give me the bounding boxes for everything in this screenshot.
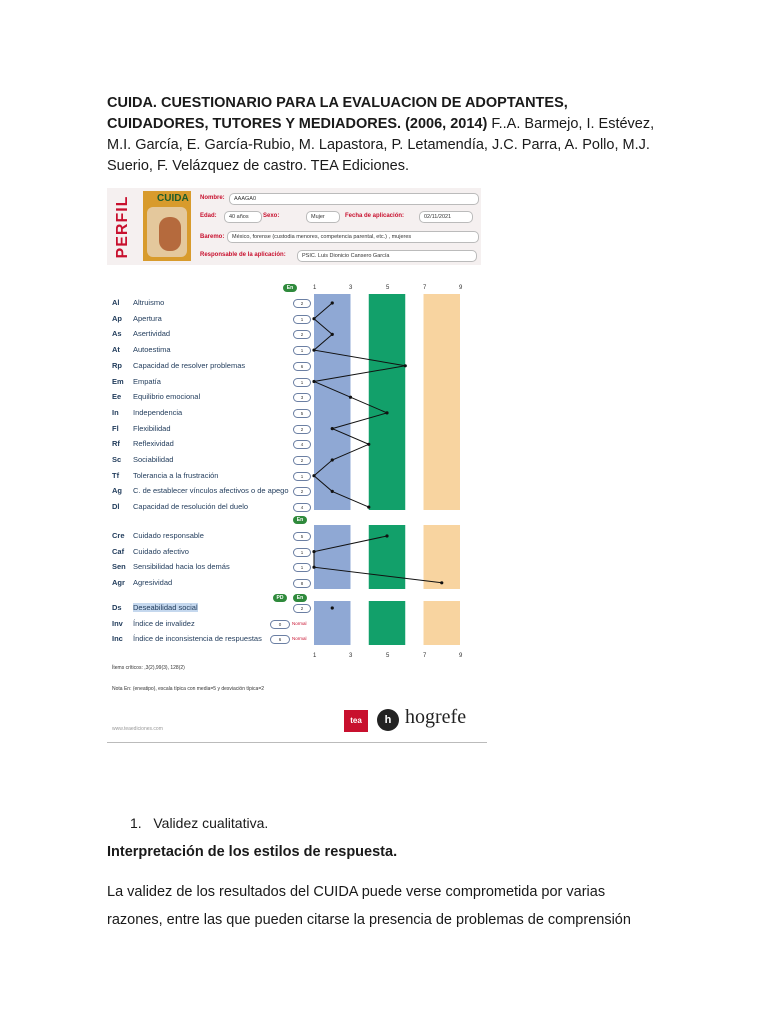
primary-label-13: Capacidad de resolución del duelo [133,502,249,512]
primary-abbr-7: In [112,407,119,417]
primary-point-2 [331,333,334,336]
critical-items-note: Ítems críticos: ,3(2),99(3), 128(2) [112,665,185,671]
en-badge-secondary: En [293,516,307,524]
primary-score-8: 2 [293,425,311,434]
control-abbr-2: Inc [112,634,123,644]
field-label-sexo: Sexo: [263,213,280,219]
primary-abbr-2: As [112,329,122,339]
control-point-0 [331,606,334,609]
primary-score-2: 2 [293,330,311,339]
control-status-2: Normal [292,636,307,642]
primary-point-9 [367,443,370,446]
primary-label-9: Reflexividad [133,439,174,449]
secondary-point-2 [312,566,315,569]
field-label-nombre: Nombre: [200,195,225,201]
secondary-label-0: Cuidado responsable [133,531,204,540]
primary-score-12: 2 [293,487,311,496]
tick-bottom-7: 7 [423,653,427,659]
tick-top-7: 7 [423,285,427,291]
secondary-score-1: 1 [293,548,311,557]
primary-score-13: 4 [293,503,311,512]
body-paragraph: La validez de los resultados del CUIDA puede verse comprometida por varias razones, entre las que pueden citarse la presencia de problemas de comprensión [107,884,631,928]
band-0-2 [424,294,461,510]
primary-abbr-3: At [112,345,120,355]
primary-score-9: 4 [293,440,311,449]
field-value-baremo: México, forense (custodia menores, competencia parental, etc.) , mujeres [227,231,479,243]
primary-point-10 [331,458,334,461]
primary-label-10: Sociabilidad [133,455,174,464]
primary-point-0 [331,301,334,304]
secondary-point-3 [440,581,443,584]
control-pd-1: 0 [270,620,290,629]
secondary-score-0: 5 [293,532,311,541]
field-label-fecha: Fecha de aplicación: [345,213,405,219]
primary-label-11: Tolerancia a la frustración [133,470,219,480]
primary-label-12: C. de establecer vínculos afectivos o de apego [133,486,289,496]
band-2-2 [424,601,461,645]
tick-top-9: 9 [459,285,463,291]
primary-label-5: Empatía [133,376,161,386]
primary-abbr-13: Dl [112,502,120,512]
list-item-number: 1. [130,815,142,831]
cover-title: CUIDA [157,193,189,204]
secondary-point-0 [385,534,388,537]
primary-point-8 [331,427,334,430]
control-score-0: 2 [293,604,311,613]
secondary-label-2: Sensibilidad hacia los demás [133,562,230,572]
en-badge-control: En [293,594,307,602]
primary-abbr-12: Ag [112,486,122,496]
profile-figure [107,188,481,744]
band-2-1 [369,601,406,645]
primary-point-7 [385,411,388,414]
reference-title: CUIDA. CUESTIONARIO PARA LA EVALUACION DE ADOPTANTES, CUIDADORES, TUTORES Y MEDIADORES. (2006, 2014) [107,95,568,132]
perfil-label: PERFIL [114,195,131,259]
profile-header [107,188,481,265]
primary-label-8: Flexibilidad [133,423,171,433]
primary-abbr-0: Al [112,298,120,307]
cuida-cover-image [143,191,191,261]
secondary-abbr-0: Cre [112,531,125,540]
en-badge: En [283,284,297,292]
primary-abbr-10: Sc [112,455,122,464]
primary-label-0: Altruismo [133,298,165,307]
reference-heading [107,93,667,177]
primary-point-3 [312,349,315,352]
secondary-abbr-3: Agr [112,577,125,587]
primary-score-0: 2 [293,299,311,308]
figure-bottom-rule [107,742,487,743]
primary-point-5 [312,380,315,383]
field-value-nombre: AAAGA0 [229,193,479,205]
band-1-2 [424,525,461,589]
tick-bottom-5: 5 [386,653,390,659]
list-item [130,815,268,831]
primary-point-12 [331,490,334,493]
hogrefe-h-icon: h [377,709,399,731]
secondary-label-1: Cuidado afectivo [133,546,189,556]
primary-score-3: 1 [293,346,311,355]
primary-abbr-5: Em [112,376,124,386]
control-label-2: Índice de inconsistencia de respuestas [133,634,262,644]
tick-top-5: 5 [386,285,390,291]
control-abbr-0: Ds [112,603,122,612]
field-label-baremo: Baremo: [200,234,225,240]
reference-authors: F..A. Barmejo, I. Estévez, M.I. García, E. García-Rubio, M. Lapastora, P. Letamendía, J.C. Parra, A. Pollo, M.J. Suerio, F. Velázquez de castro. TEA Ediciones. [107,116,655,174]
subheading: Interpretación de los estilos de respuesta. [107,844,398,860]
hogrefe-logo: hogrefe [405,706,467,728]
primary-point-13 [367,506,370,509]
field-value-edad: 40 años [224,211,262,223]
primary-abbr-1: Ap [112,313,122,323]
primary-label-7: Independencia [133,407,183,417]
secondary-point-1 [312,550,315,553]
secondary-abbr-1: Caf [112,546,125,556]
tea-logo: tea [344,710,368,732]
en-note: Nota En: (eneatipo), escala típica con media=5 y desviación típica=2 [112,686,265,692]
primary-label-1: Apertura [133,313,162,323]
primary-label-3: Autoestima [133,345,171,355]
primary-label-2: Asertividad [133,329,171,339]
pd-badge: PD [273,594,287,602]
band-0-0 [314,294,351,510]
list-item-text: Validez cualitativa. [153,815,269,831]
field-value-sexo: Mujer [306,211,340,223]
control-pd-2: 6 [270,635,290,644]
primary-score-4: 6 [293,362,311,371]
control-label-1: Índice de invalidez [133,618,195,628]
secondary-label-3: Agresividad [133,577,173,587]
control-status-1: Normal [292,620,307,626]
primary-score-1: 1 [293,315,311,324]
secondary-score-3: 8 [293,579,311,588]
tick-bottom-3: 3 [349,653,353,659]
control-label-0: Deseabilidad social [133,603,198,612]
primary-point-4 [404,364,407,367]
primary-point-1 [312,317,315,320]
website-text: www.teaediciones.com [112,726,163,732]
primary-abbr-11: Tf [112,470,120,480]
primary-abbr-4: Rp [112,360,122,370]
field-label-responsable: Responsable de la aplicación: [200,252,286,258]
tick-bottom-1: 1 [313,653,317,659]
band-0-1 [369,294,406,510]
primary-score-10: 2 [293,456,311,465]
control-abbr-1: Inv [112,618,123,628]
band-1-0 [314,525,351,589]
primary-score-5: 1 [293,378,311,387]
primary-score-7: 5 [293,409,311,418]
primary-score-11: 1 [293,472,311,481]
tick-top-3: 3 [349,285,353,291]
secondary-abbr-2: Sen [112,562,126,572]
tick-bottom-9: 9 [459,653,463,659]
primary-abbr-6: Ee [112,392,122,402]
primary-abbr-9: Rf [112,439,120,449]
field-label-edad: Edad: [200,213,217,219]
tick-top-1: 1 [313,285,317,291]
field-value-responsable: PSIC. Luis Dionicio Cansero García [297,250,477,262]
field-value-fecha: 02/11/2021 [419,211,473,223]
primary-point-6 [349,396,352,399]
primary-abbr-8: Fl [112,423,119,433]
primary-score-6: 3 [293,393,311,402]
primary-label-6: Equilibrio emocional [133,392,201,402]
secondary-score-2: 1 [293,563,311,572]
primary-point-11 [312,474,315,477]
primary-label-4: Capacidad de resolver problemas [133,360,246,370]
